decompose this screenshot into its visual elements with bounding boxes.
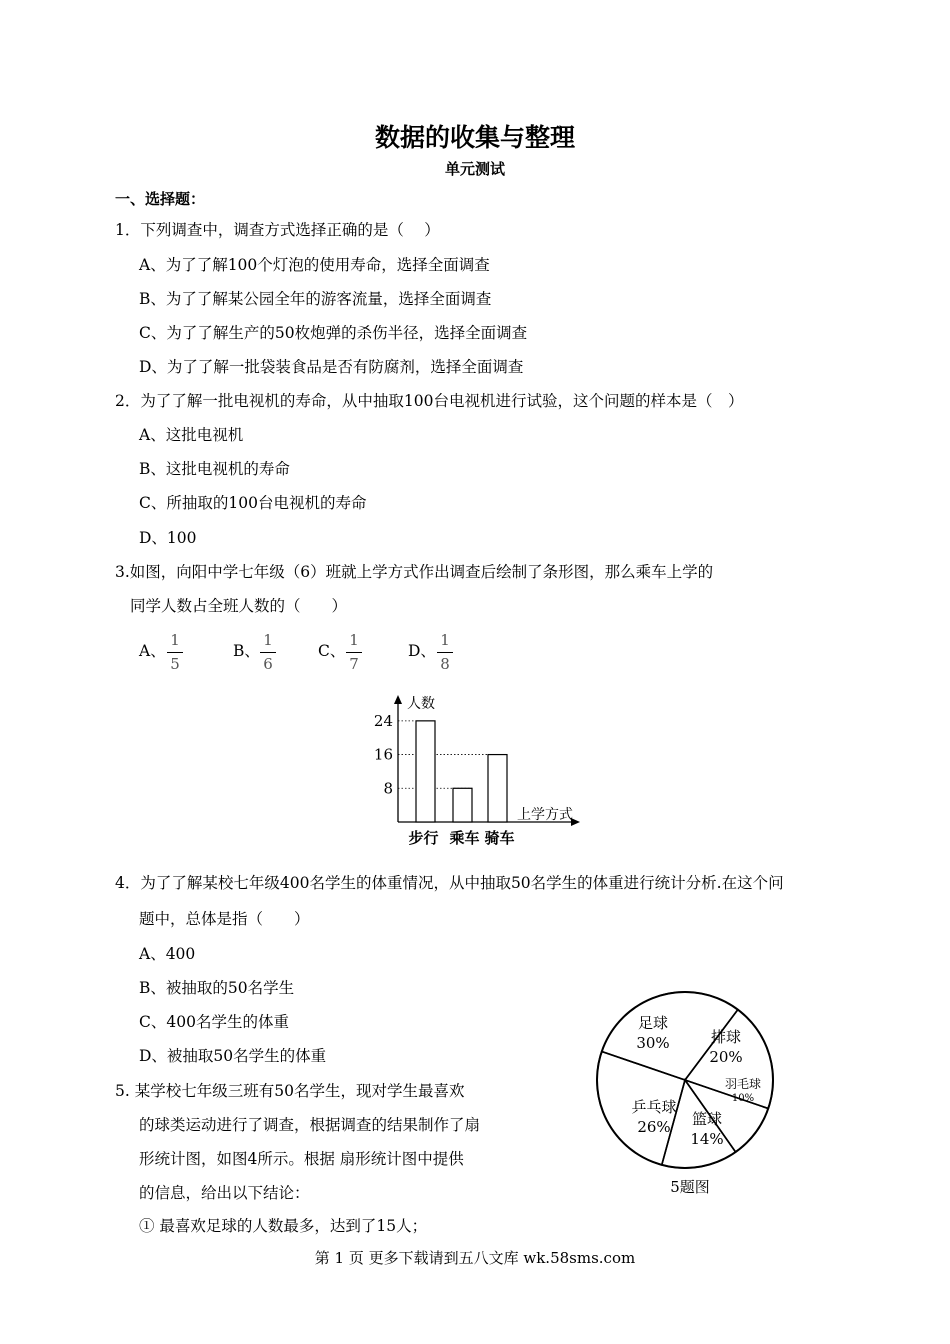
section-heading: 一、选择题： [115, 190, 206, 208]
pie-slice-percent: 30% [636, 1034, 670, 1052]
q1-option-d: D、为了了解一批袋装食品是否有防腐剂，选择全面调查 [139, 358, 524, 376]
page-title: 数据的收集与整理 [374, 123, 575, 152]
y-axis-label: 人数 [407, 696, 435, 712]
x-category-label: 步行 [408, 829, 439, 847]
pie-slice-percent: 20% [709, 1048, 743, 1066]
pie-slice-name: 羽毛球 [724, 1077, 762, 1091]
q4-option-a: A、400 [139, 945, 196, 963]
pie-slice-name: 足球 [637, 1014, 669, 1032]
fraction-denominator: 5 [170, 655, 180, 673]
y-tick-label: 24 [373, 711, 393, 730]
y-tick-label: 16 [373, 745, 393, 764]
bar-3 [488, 755, 507, 822]
q2-option-c: C、所抽取的100台电视机的寿命 [139, 494, 367, 512]
pie-slice-name: 乒乓球 [631, 1098, 677, 1116]
q2-option-a: A、这批电视机 [139, 426, 244, 444]
q3-option-a-fraction [167, 631, 183, 673]
pie-slice-percent: 26% [637, 1118, 671, 1136]
q4-stem-line2: 题中，总体是指（ ） [139, 910, 310, 928]
q3-option-b-label: B、 [233, 642, 260, 660]
q1-option-c: C、为了了解生产的50枚炮弹的杀伤半径，选择全面调查 [139, 324, 528, 342]
pie-caption: 5题图 [670, 1178, 710, 1196]
q3-option-b-fraction [260, 631, 276, 673]
q3-option-d-label: D、 [408, 642, 436, 660]
q3-option-c-fraction [346, 631, 362, 673]
q5-line3: 形统计图，如图4所示。根据 扇形统计图中提供 [139, 1150, 464, 1168]
q4-option-c: C、400名学生的体重 [139, 1013, 289, 1031]
fraction-numerator: 1 [263, 631, 273, 649]
bar-1 [416, 721, 435, 822]
q3-stem-line2: 同学人数占全班人数的（ ） [130, 597, 348, 615]
fraction-numerator: 1 [440, 631, 450, 649]
q1-stem: 1．下列调查中，调查方式选择正确的是（ ） [115, 221, 440, 239]
q5-line5: ① 最喜欢足球的人数最多，达到了15人； [139, 1217, 428, 1235]
fraction-denominator: 7 [349, 655, 359, 673]
q3-option-c-label: C、 [318, 642, 346, 660]
q4-stem-line1: 4．为了了解某校七年级400名学生的体重情况，从中抽取50名学生的体重进行统计分析.在这个问 [115, 874, 784, 892]
q5-line4: 的信息，给出以下结论： [139, 1184, 310, 1202]
q5-line1: 5. 某学校七年级三班有50名学生，现对学生最喜欢 [115, 1082, 465, 1100]
q4-option-b: B、被抽取的50名学生 [139, 979, 295, 997]
fraction-denominator: 8 [440, 655, 450, 673]
page-subtitle: 单元测试 [444, 160, 505, 178]
pie-slice-percent: 10% [731, 1093, 755, 1104]
q1-option-b: B、为了了解某公园全年的游客流量，选择全面调查 [139, 290, 492, 308]
pie-slice-percent: 14% [690, 1130, 724, 1148]
q4-option-d: D、被抽取50名学生的体重 [139, 1047, 327, 1065]
y-tick-label: 8 [383, 779, 393, 798]
q2-option-d: D、100 [139, 529, 197, 547]
q2-option-b: B、这批电视机的寿命 [139, 460, 290, 478]
bar-chart [360, 690, 600, 855]
page-footer: 第 1 页 更多下载请到五八文库 wk.58sms.com [314, 1249, 636, 1267]
pie-slice-name: 排球 [710, 1028, 742, 1046]
q2-stem: 2．为了了解一批电视机的寿命，从中抽取100台电视机进行试验，这个问题的样本是（ ） [115, 392, 744, 410]
fraction-numerator: 1 [170, 631, 180, 649]
x-category-label: 乘车 [449, 829, 480, 847]
fraction-numerator: 1 [349, 631, 359, 649]
bar-2 [453, 788, 472, 822]
q3-stem-line1: 3.如图，向阳中学七年级（6）班就上学方式作出调查后绘制了条形图，那么乘车上学的 [115, 563, 714, 581]
fraction-denominator: 6 [263, 655, 273, 673]
x-category-label: 骑车 [484, 829, 515, 847]
q3-option-a-label: A、 [139, 642, 166, 660]
pie-chart [595, 985, 785, 1200]
q5-line2: 的球类运动进行了调查，根据调查的结果制作了扇 [139, 1116, 481, 1134]
q3-option-d-fraction [437, 631, 453, 673]
pie-slice-name: 篮球 [691, 1110, 723, 1128]
y-axis-arrow [394, 695, 402, 704]
q1-option-a: A、为了了解100个灯泡的使用寿命，选择全面调查 [139, 256, 490, 274]
x-axis-label: 上学方式 [517, 807, 573, 823]
